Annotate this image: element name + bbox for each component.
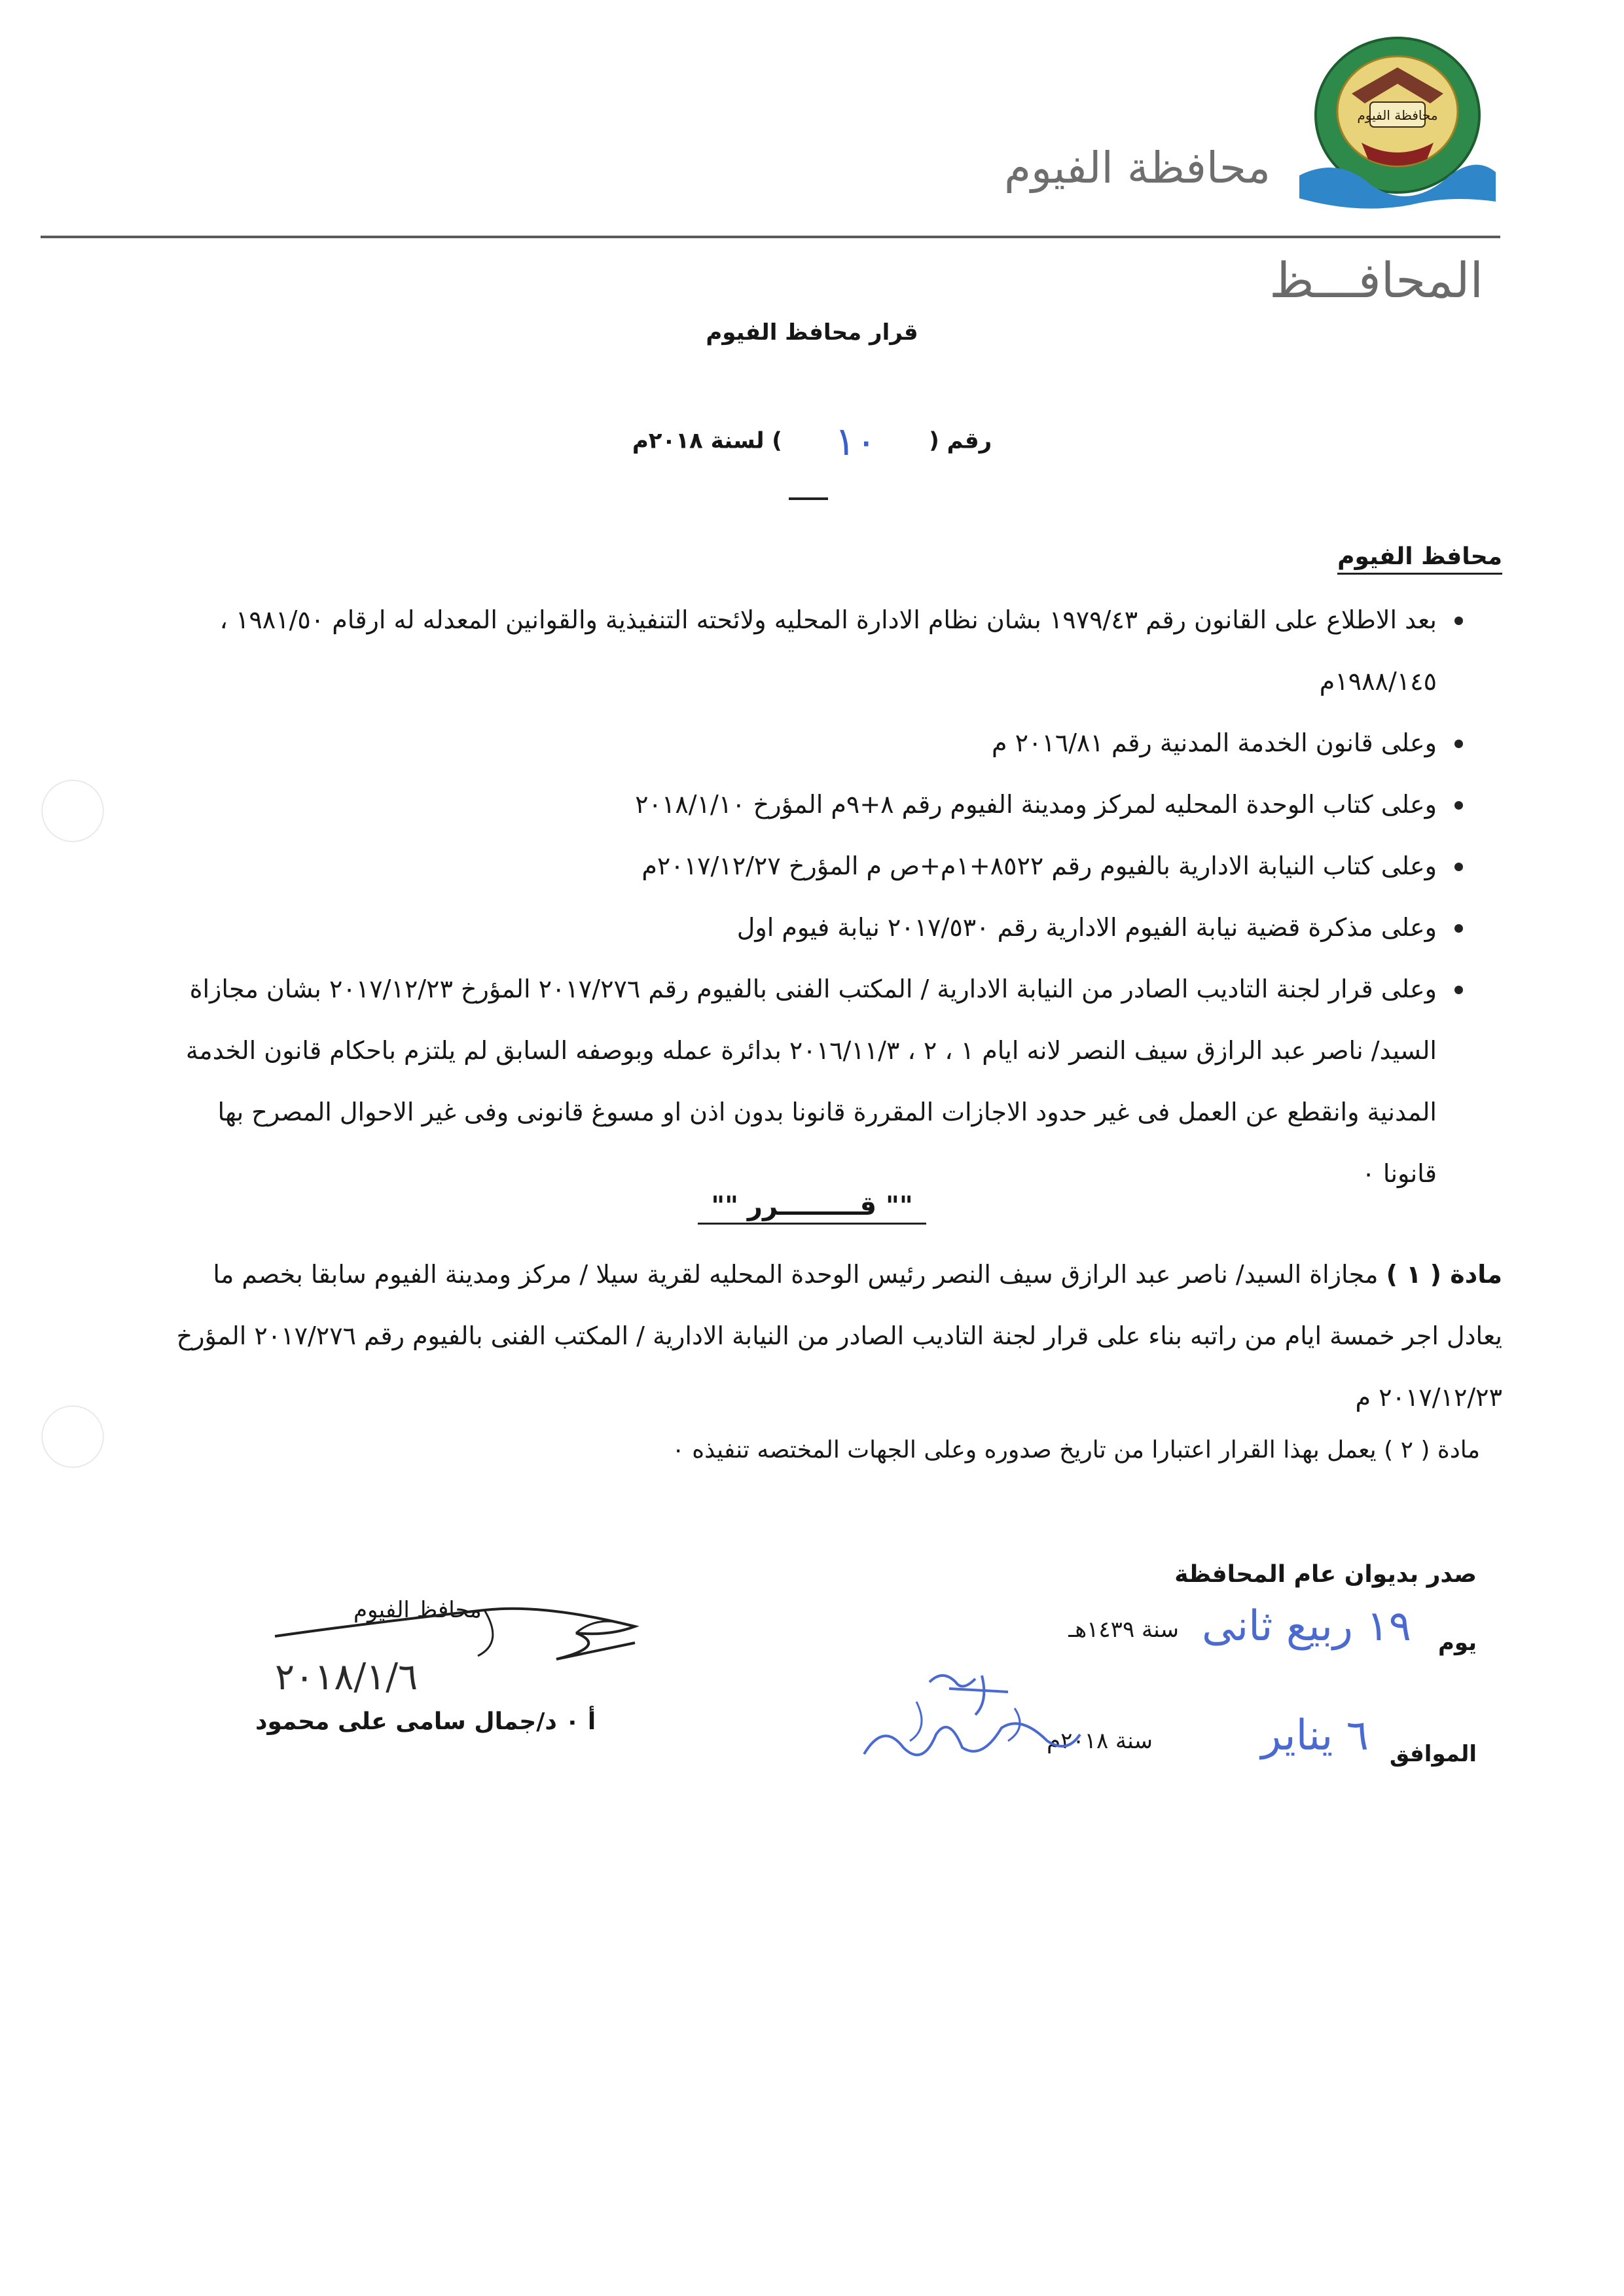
clerk-signature-icon: [851, 1662, 1087, 1780]
article-1-label: مادة ( ١ ): [1386, 1260, 1502, 1289]
corresponding-handwritten: ٦ يناير: [1261, 1712, 1369, 1760]
preamble-item: وعلى كتاب الوحدة المحليه لمركز ومدينة الفيوم رقم ٨+٩م المؤرخ ٢٠١٨/١/١٠: [173, 774, 1502, 835]
header-divider: [41, 236, 1500, 238]
preamble-section: [173, 589, 1502, 1204]
number-label: رقم (: [929, 427, 992, 454]
signature-title: محافظ الفيوم: [353, 1597, 482, 1623]
preamble-item: بعد الاطلاع على القانون رقم ١٩٧٩/٤٣ بشان نظام الادارة المحليه ولائحته التنفيذية والقوانين المعدله له ارقام ١٩٨١/٥٠ ، ١٩٨٨/١٤٥م: [173, 589, 1502, 712]
preamble-item: وعلى مذكرة قضية نيابة الفيوم الادارية رقم ٢٠١٧/٥٣٠ نيابة فيوم اول: [173, 897, 1502, 958]
issued-at: صدر بديوان عام المحافظة: [1174, 1561, 1477, 1588]
decree-number-row: [0, 419, 1624, 465]
governor-name: أ ٠ د/جمال سامى على محمود: [255, 1708, 596, 1735]
gregorian-year: سنة ٢٠١٨م: [1047, 1728, 1153, 1754]
governorate-emblem-logo: [1299, 31, 1496, 215]
governorate-name: محافظة الفيوم: [1004, 143, 1271, 193]
preamble-item: وعلى كتاب النيابة الادارية بالفيوم رقم ٨٥٢٢+١م+ص م المؤرخ ٢٠١٧/١٢/٢٧م: [173, 835, 1502, 897]
preamble-list: [173, 589, 1502, 1204]
day-label: يوم: [1437, 1630, 1477, 1656]
article-1: [173, 1244, 1502, 1428]
article-1-text: مجازاة السيد/ ناصر عبد الرازق سيف النصر رئيس الوحدة المحليه لقرية سيلا / مركز ومدينة الفيوم سابقا بخصم ما يعادل اجر خمسة ايام من راتبه بناء على قرار لجنة التاديب الصادر من النيابة الادارية / المكتب الفنى بالفيوم رقم ٢٠١٧/٢٧٦ المؤرخ ٢٠١٧/١٢/٢٣ م: [176, 1260, 1502, 1412]
addressee-heading: محافظ الفيوم: [1337, 543, 1502, 575]
punch-hole: [42, 780, 103, 842]
decision-label: "" قـــــــــرر "": [698, 1191, 926, 1225]
punch-hole: [42, 1406, 103, 1467]
preamble-item: وعلى قانون الخدمة المدنية رقم ٢٠١٦/٨١ م: [173, 712, 1502, 774]
article-1-paragraph: [173, 1244, 1502, 1428]
logo-text: محافظة الفيوم: [1357, 107, 1438, 123]
signature-date-handwritten: ٢٠١٨/١/٦: [275, 1656, 418, 1698]
day-handwritten: ١٩ ربيع ثانى: [1202, 1602, 1411, 1651]
preamble-item: وعلى قرار لجنة التاديب الصادر من النيابة الادارية / المكتب الفنى بالفيوم رقم ٢٠١٧/٢٧٦ المؤرخ ٢٠١٧/١٢/٢٣ بشان مجازاة السيد/ ناصر عبد الرازق سيف النصر لانه ايام ١ ، ٢ ، ٢٠١٦/١١/٣ بدائرة عمله وبوصفه السابق لم يلتزم باحكام قانون الخدمة المدنية وانقطع عن العمل فى غير حدود الاجازات المقررة قانونا بدون اذن او مسوغ قانونى وفى غير الاحوال المصرح بها قانونا ٠: [173, 958, 1502, 1204]
hijri-year: سنة ١٤٣٩هـ: [1068, 1617, 1179, 1643]
decision-heading: [0, 1191, 1624, 1221]
title-dash: [789, 497, 828, 500]
decree-title: قرار محافظ الفيوم: [706, 319, 918, 346]
year-label: ) لسنة ٢٠١٨م: [632, 427, 782, 454]
corresponding-label: الموافق: [1389, 1741, 1477, 1767]
decree-number-handwritten: ١٠: [834, 419, 877, 465]
office-title: المحافـــظ: [1269, 253, 1483, 309]
article-2: مادة ( ٢ ) يعمل بهذا القرار اعتبارا من تاريخ صدوره وعلى الجهات المختصه تنفيذه ٠: [672, 1437, 1480, 1463]
